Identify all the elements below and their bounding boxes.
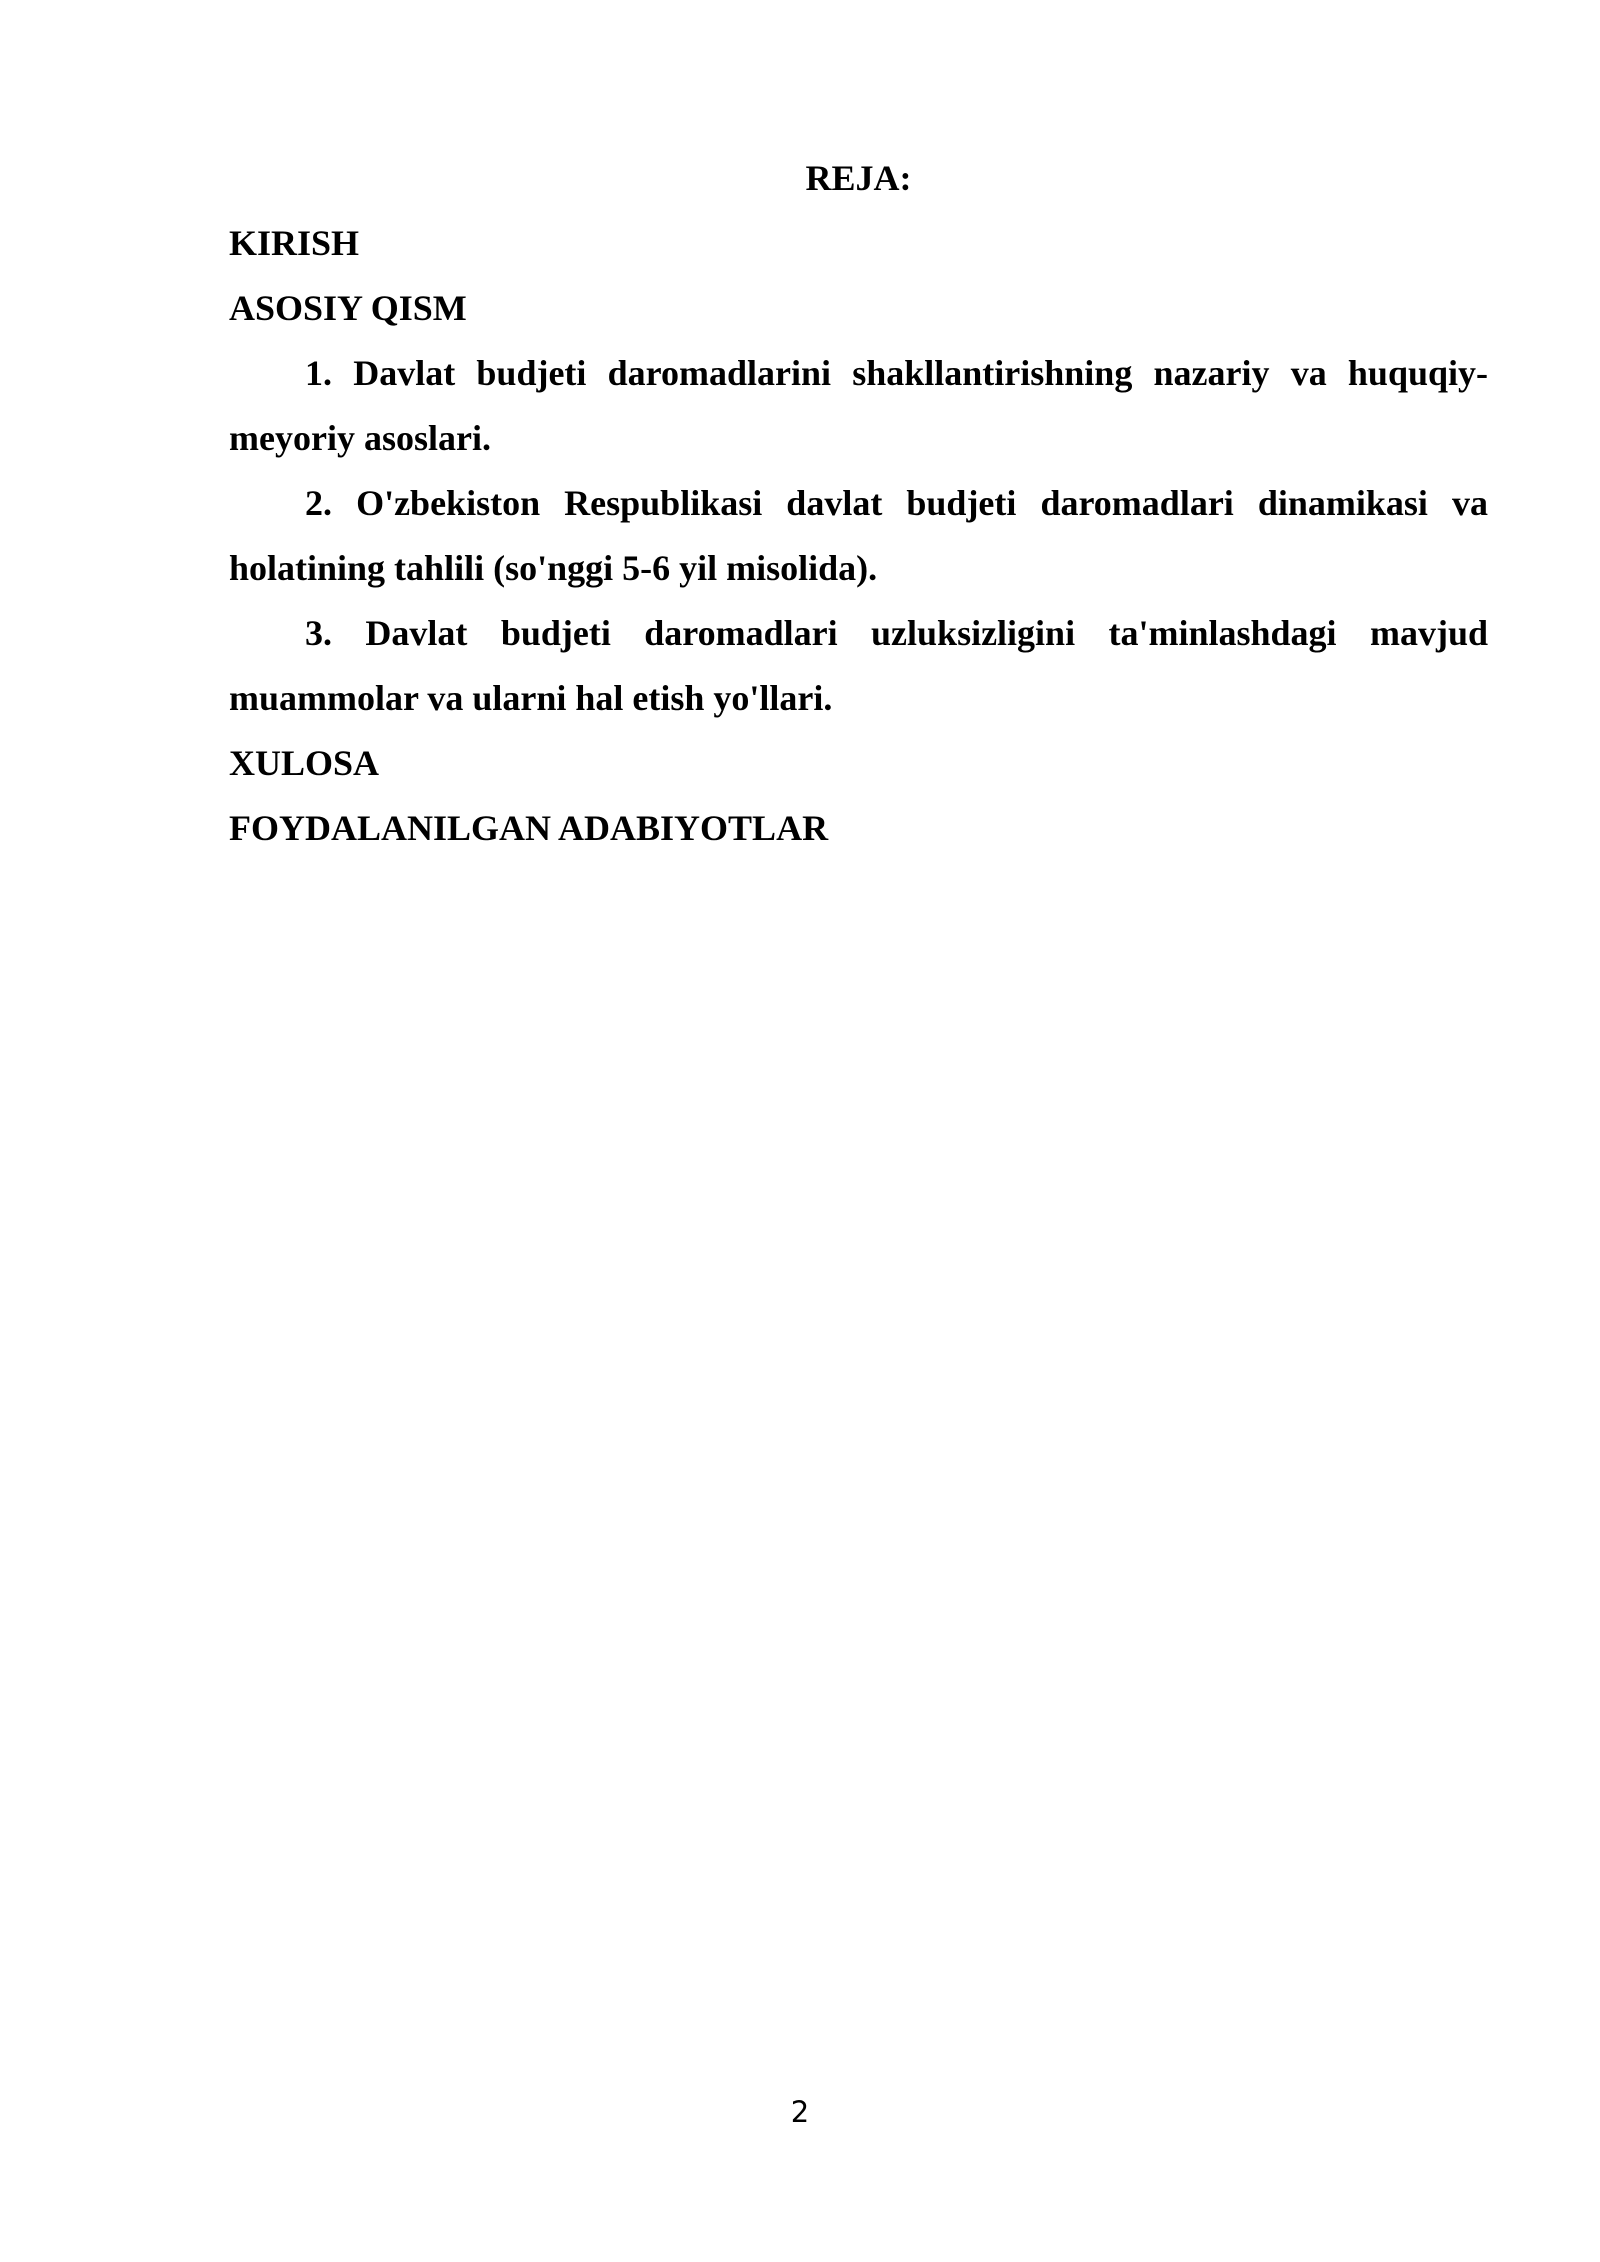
section-heading-main-part: ASOSIY QISM: [229, 288, 467, 328]
plan-item-2: 2. O'zbekiston Respublikasi davlat budjeti daromadlari dinamikasi va holatining tahlili (so'nggi 5-6 yil misolida).: [229, 483, 1488, 588]
plan-item-3: 3. Davlat budjeti daromadlari uzluksizligini ta'minlashdagi mavjud muammolar va ularni hal etish yo'llari.: [229, 613, 1488, 718]
section-heading-introduction: KIRISH: [229, 223, 360, 263]
plan-item-1: 1. Davlat budjeti daromadlarini shakllantirishning nazariy va huquqiy-meyoriy asoslari.: [229, 353, 1488, 458]
plan-content: [229, 146, 1488, 861]
page-number: 2: [790, 2095, 810, 2129]
page-title: REJA:: [805, 158, 912, 198]
section-heading-conclusion: XULOSA: [229, 743, 380, 783]
section-heading-references: FOYDALANILGAN ADABIYOTLAR: [229, 808, 829, 848]
